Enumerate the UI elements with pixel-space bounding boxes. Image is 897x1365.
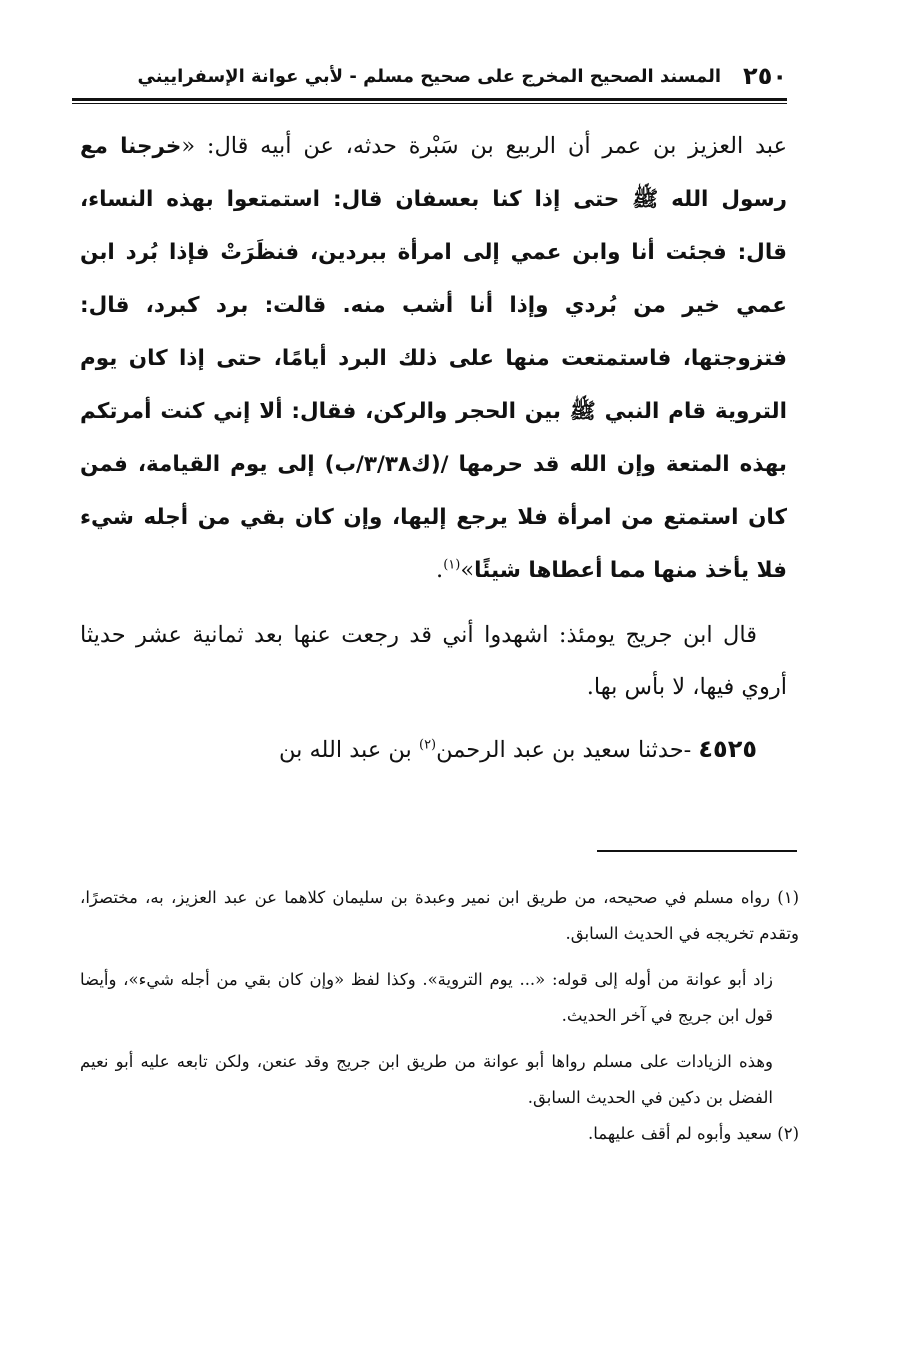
hadith-close-quote: » bbox=[460, 557, 475, 583]
hadith-matn: خرجنا مع رسول الله ﷺ حتى إذا كنا بعسفان قال: استمتعوا بهذه النساء، قال: فجئت أنا وابن عمي إلى امرأة ببردين، فنظَرَتْ فإذا بُرد ابن عمي خير من بُردي وإذا أنا أشب منه. قالت: برد كبرد، قال: فتزوجتها، فاستمتعت منها على ذلك البرد أيامًا، حتى إذا كان يوم التروية قام النبي ﷺ بين الحجر والركن، فقال: ألا إني كنت أمرتكم بهذه المتعة وإن الله قد حرمها /(ك٣/٣٨/ب) إلى يوم القيامة، فمن كان استمتع من امرأة فلا يرجع إليها، وإن كان بقي من أجله شيء فلا يأخذ منها مما أعطاها شيئًا bbox=[80, 134, 788, 583]
page-number: ٢٥٠ bbox=[743, 62, 787, 90]
footnote-1: (١) رواه مسلم في صحيحه، من طريق ابن نمير وعبدة بن سليمان كلاهما عن عبد العزيز، به، مختصرًا، وتقدم تخريجه في الحديث السابق. bbox=[80, 888, 799, 943]
footnote-1-continuation-b: وهذه الزيادات على مسلم رواها أبو عوانة من طريق ابن جريج وقد عنعن، ولكن تابعه عليه أبو نعيم الفضل بن دكين في الحديث السابق. bbox=[80, 1052, 773, 1107]
hadith-end-period: . bbox=[436, 557, 444, 583]
hadith-number: ٤٥٢٥ bbox=[698, 735, 757, 763]
header-rule-thin bbox=[72, 103, 787, 104]
footnote-ref-1: (١) bbox=[443, 557, 461, 573]
footnote-2: (٢) سعيد وأبوه لم أقف عليهما. bbox=[588, 1124, 799, 1143]
paragraph-ibn-jurayj: قال ابن جريج يومئذ: اشهدوا أني قد رجعت عنها بعد ثمانية عشر حديثا أروي فيها، لا بأس بها. bbox=[80, 622, 787, 700]
footnote-1-continuation-a: زاد أبو عوانة من أوله إلى قوله: «... يوم التروية». وكذا لفظ «وإن كان بقي من أجله شيء»، وأيضا قول ابن جريج في آخر الحديث. bbox=[80, 970, 773, 1025]
paragraph-hadith-text bbox=[80, 120, 787, 597]
hadith-4525-text-a: -حدثنا سعيد بن عبد الرحمن bbox=[436, 737, 699, 763]
page-header bbox=[72, 58, 787, 94]
hadith-intro: عبد العزيز بن عمر أن الربيع بن سَبْرة حدثه، عن أبيه قال: « bbox=[181, 133, 787, 159]
paragraph-hadith-4525 bbox=[80, 723, 787, 776]
footnote-ref-2: (٢) bbox=[418, 737, 437, 753]
hadith-4525-text-b: بن عبد الله بن bbox=[278, 737, 419, 763]
running-title: المسند الصحيح المخرج على صحيح مسلم - لأبي عوانة الإسفراييني bbox=[137, 65, 722, 87]
header-rule-thick bbox=[72, 98, 787, 101]
footnote-separator bbox=[597, 850, 797, 852]
footnotes bbox=[80, 880, 799, 1152]
main-text bbox=[80, 120, 787, 776]
